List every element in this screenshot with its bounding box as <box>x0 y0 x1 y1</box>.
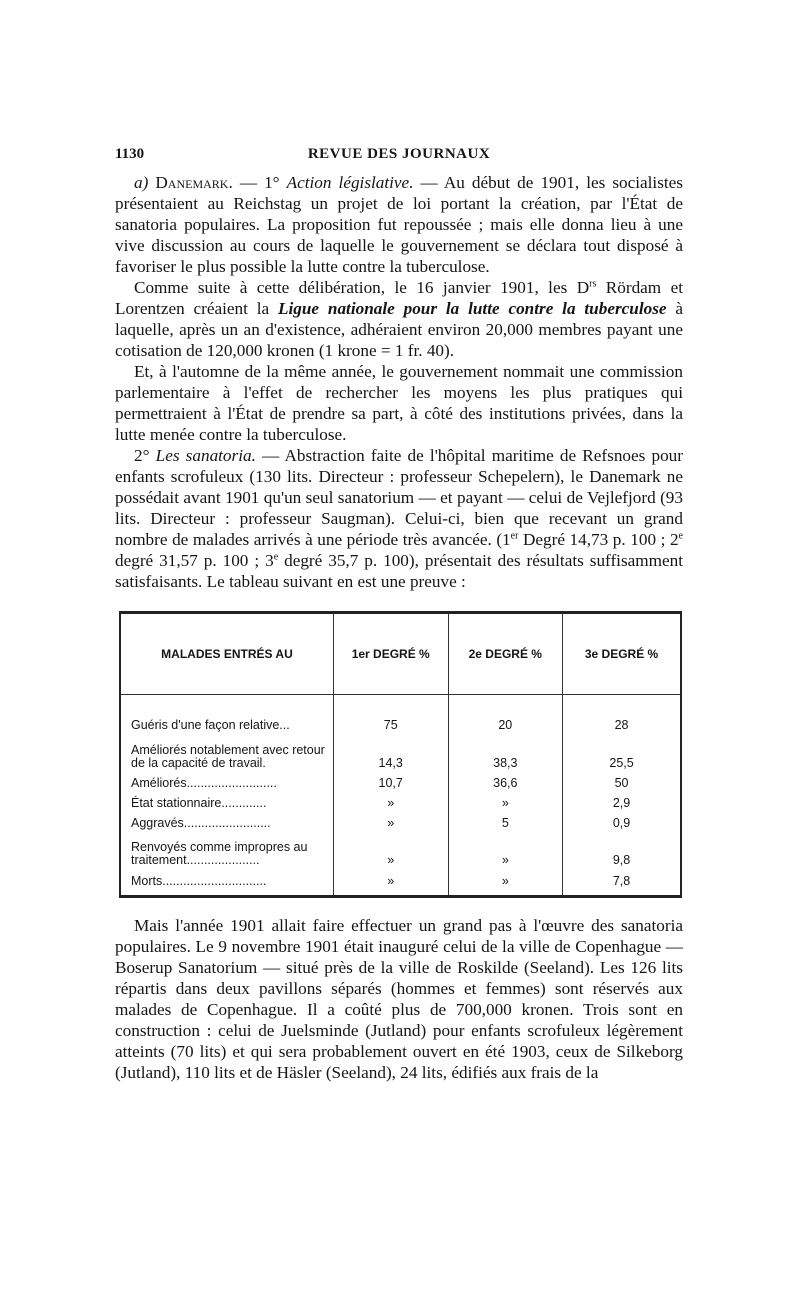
paragraph-ligue <box>115 277 683 361</box>
cell-degree-2: 38,3 <box>448 732 563 769</box>
section-2-num: 2° <box>134 446 156 465</box>
cell-degree-2: » <box>448 830 563 867</box>
table-row <box>121 867 680 895</box>
cell-degree-2: » <box>448 790 563 810</box>
table-row <box>121 830 680 867</box>
cell-degree-2: 20 <box>448 695 563 733</box>
cell-degree-3: 7,8 <box>563 867 680 895</box>
cell-degree-2: 5 <box>448 810 563 830</box>
row-label: Renvoyés comme impropres au traitement..................... <box>131 840 308 867</box>
page-number: 1130 <box>115 146 145 162</box>
paragraph-copenhague: Mais l'année 1901 allait faire effectuer un grand pas à l'œuvre des sanatoria populaires. Le 9 novembre 1901 était inauguré celui de la ville de Copenhague — Boserup Sanatorium — situé près de la ville de Roskilde (Seeland). Les 126 lits répartis dans deux pavillons séparés (hommes et femmes) sont réservés aux malades de Copenhague. Il a coûté plus de 700,000 kronen. Trois sont en construction : celui de Juelsminde (Jutland) pour enfants scrofuleux légèrement atteints (70 lits) et qui sera probablement ouvert en été 1903, ceux de Silkeborg (Jutland), 110 lits et de Häsler (Seeland), 24 lits, édifiés aux frais de la <box>115 916 683 1082</box>
para2-text-mid: Rördam et Lorentzen créaient la <box>115 278 683 318</box>
cell-degree-3: 28 <box>563 695 680 733</box>
section-2-sup1: er <box>510 530 519 542</box>
section-2-text4: degré 35,7 p. 100), présentait des résultats suffisamment satisfaisants. Le tableau suivant en est une preuve : <box>115 551 683 591</box>
header-degree-3: 3e DEGRÉ % <box>563 614 680 695</box>
page-header <box>115 146 683 172</box>
row-label: Guéris d'une façon relative... <box>131 718 290 733</box>
table-row <box>121 810 680 830</box>
cell-degree-2: 36,6 <box>448 770 563 790</box>
section-2-sup2: e <box>678 530 683 542</box>
section-2-text2: Degré 14,73 p. 100 ; 2 <box>518 530 679 549</box>
paragraph-commission: Et, à l'automne de la même année, le gouvernement nommait une commission parlementaire à l'effet de rechercher les moyens les plus pratiques qui permettraient à l'État de prendre sa part, à côté des institutions privées, dans la lutte menée contre la tuberculose. <box>115 362 683 444</box>
paragraph-sanatoria <box>115 445 683 592</box>
row-label: État stationnaire............. <box>131 795 267 810</box>
section-2-title: Les sanatoria. <box>155 446 256 465</box>
cell-degree-2: » <box>448 867 563 895</box>
para2-sup: rs <box>589 278 597 290</box>
cell-degree-3: 50 <box>563 770 680 790</box>
header-degree-2: 2e DEGRÉ % <box>448 614 563 695</box>
cell-degree-3: 9,8 <box>563 830 680 867</box>
table-row <box>121 770 680 790</box>
cell-degree-1: » <box>333 810 448 830</box>
header-malades: MALADES ENTRÉS AU <box>121 614 333 695</box>
cell-degree-1: 75 <box>333 695 448 733</box>
ligue-name: Ligue nationale pour la lutte contre la tuberculose <box>278 299 667 318</box>
table-row <box>121 695 680 733</box>
section-a-text: — Au début de 1901, les socialistes présentaient au Reichstag un projet de loi portant la création, par l'État de sanatoria populaires. La proposition fut repoussée ; mais elle donna lieu à une vive discussion au cours de laquelle le gouvernement se déclara tout disposé à favoriser le plus possible la lutte contre la tuberculose. <box>115 173 683 276</box>
results-table-frame <box>119 611 682 898</box>
table-header-row <box>121 614 680 695</box>
section-a-label: a) <box>134 173 156 192</box>
row-label: Aggravés......................... <box>131 815 271 830</box>
cell-degree-3: 0,9 <box>563 810 680 830</box>
cell-degree-3: 2,9 <box>563 790 680 810</box>
section-2-text3: degré 31,57 p. 100 ; 3 <box>115 551 274 570</box>
row-label: Améliorés.......................... <box>131 775 277 790</box>
cell-degree-1: 10,7 <box>333 770 448 790</box>
section-2-text1: — Abstraction faite de l'hôpital maritime de Refsnoes pour enfants scrofuleux (130 lits. Directeur : professeur Schepelern), le Danemark ne possédait avant 1901 qu'un seul sanatorium — et payant — celui de Vejlefjord (93 lits. Directeur : professeur Saugman). Celui-ci, bien que recevant un grand nombre de malades arrivés à une période très avancée. (1 <box>115 446 683 549</box>
cell-degree-1: » <box>333 867 448 895</box>
paragraph-denmark-legislative <box>115 172 683 277</box>
cell-degree-1: 14,3 <box>333 732 448 769</box>
running-title: REVUE DES JOURNAUX <box>307 146 491 162</box>
results-table <box>121 614 680 895</box>
dash-number: — 1° <box>232 173 287 192</box>
row-label: Améliorés notablement avec retour de la capacité de travail. <box>131 742 325 770</box>
row-label: Morts.............................. <box>131 873 267 888</box>
table-row <box>121 732 680 769</box>
header-degree-1: 1er DEGRÉ % <box>333 614 448 695</box>
para2-text-before: Comme suite à cette délibération, le 16 janvier 1901, les D <box>134 278 590 297</box>
section-2-sup3: e <box>273 551 279 563</box>
para2-text-after: à laquelle, après un an d'existence, adhéraient environ 20,000 membres payant une cotisation de 120,000 kronen (1 krone = 1 fr. 40). <box>115 299 683 360</box>
cell-degree-1: » <box>333 790 448 810</box>
cell-degree-1: » <box>333 830 448 867</box>
subtitle-legislative: Action législative. <box>286 173 414 192</box>
table-row <box>121 790 680 810</box>
cell-degree-3: 25,5 <box>563 732 680 769</box>
page <box>115 146 683 1083</box>
country-heading: Danemark. <box>155 173 233 192</box>
